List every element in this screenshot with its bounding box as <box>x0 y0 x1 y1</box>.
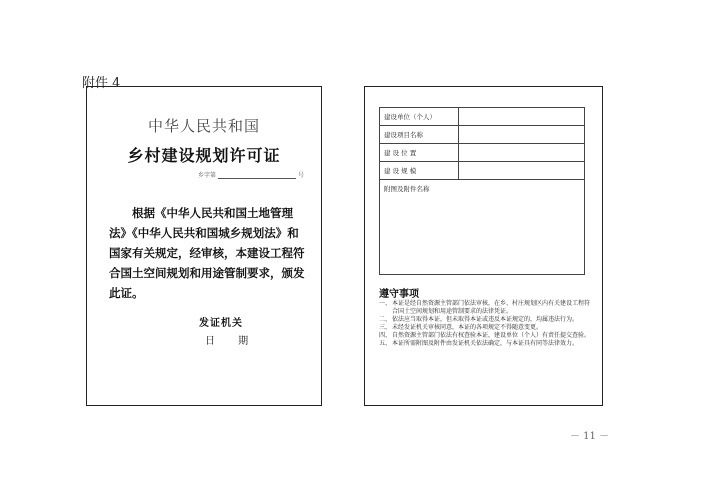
list-item <box>379 340 593 348</box>
certificate-body <box>109 203 307 303</box>
table-row <box>380 108 585 126</box>
rule-number: 三、 <box>379 324 392 331</box>
table-row <box>380 126 585 144</box>
certificate-body-text: 根据《中华人民共和国土地管理法》《中华人民共和国城乡规划法》和国家有关规定，经审核，本建设工程符合国土空间规划和用途管制要求，颁发此证。 <box>109 206 305 300</box>
page-number: － 11 － <box>570 431 610 442</box>
rule-text: 本证是经自然资源主管部门依法审核，在乡、村庄规划区内有关建设工程符合国土空间规划和用途管制要求的法律凭证。 <box>392 300 591 315</box>
rule-text: 本证所需附图及附件由发证机关依法确定，与本证具有同等法律效力。 <box>392 340 579 347</box>
rule-number: 一、 <box>379 300 392 307</box>
number-prefix: 乡字第 <box>198 172 217 179</box>
permit-back-page <box>364 86 603 406</box>
table-label-project-name: 建设项目名称 <box>380 126 459 144</box>
attachment-label: 附件 4 <box>82 76 121 91</box>
list-item <box>379 300 593 316</box>
table-value-location <box>459 144 585 162</box>
table-row <box>380 144 585 162</box>
list-item <box>379 316 593 324</box>
rules-list <box>379 300 593 348</box>
table-value-project-name <box>459 126 585 144</box>
rule-number: 四、 <box>379 332 392 339</box>
rule-number: 五、 <box>379 340 392 347</box>
table-value-builder <box>459 108 585 126</box>
certificate-title: 乡村建设规划许可证 <box>127 146 281 165</box>
table-label-builder: 建设单位（个人） <box>380 108 459 126</box>
permit-front-page <box>86 86 322 406</box>
issue-date-label: 日 期 <box>205 336 259 347</box>
permit-number-line <box>198 170 304 179</box>
table-label-location: 建 设 位 置 <box>380 144 459 162</box>
rules-title: 遵守事项 <box>379 289 419 300</box>
list-item <box>379 324 593 332</box>
rule-number: 二、 <box>379 316 392 323</box>
rule-text: 自然资源主管部门依法有权查验本证，建设单位（个人）有责任提交查验。 <box>392 332 591 339</box>
table-label-scale: 建 设 规 模 <box>380 162 459 180</box>
list-item <box>379 332 593 340</box>
rule-text: 依法应当取得本证，但未取得本证或违反本证规定的，均属违法行为。 <box>392 316 579 323</box>
number-blank <box>218 178 296 179</box>
permit-info-table <box>379 107 585 275</box>
number-suffix: 号 <box>298 172 305 179</box>
issuing-authority-label: 发证机关 <box>199 318 243 329</box>
country-name: 中华人民共和国 <box>147 117 260 135</box>
table-row <box>380 180 585 275</box>
rule-text: 未经发证机关审核同意，本证的各项规定不得随意变更。 <box>392 324 543 331</box>
table-label-annex: 附图及附件名称 <box>380 180 585 275</box>
table-row <box>380 162 585 180</box>
table-value-scale <box>459 162 585 180</box>
